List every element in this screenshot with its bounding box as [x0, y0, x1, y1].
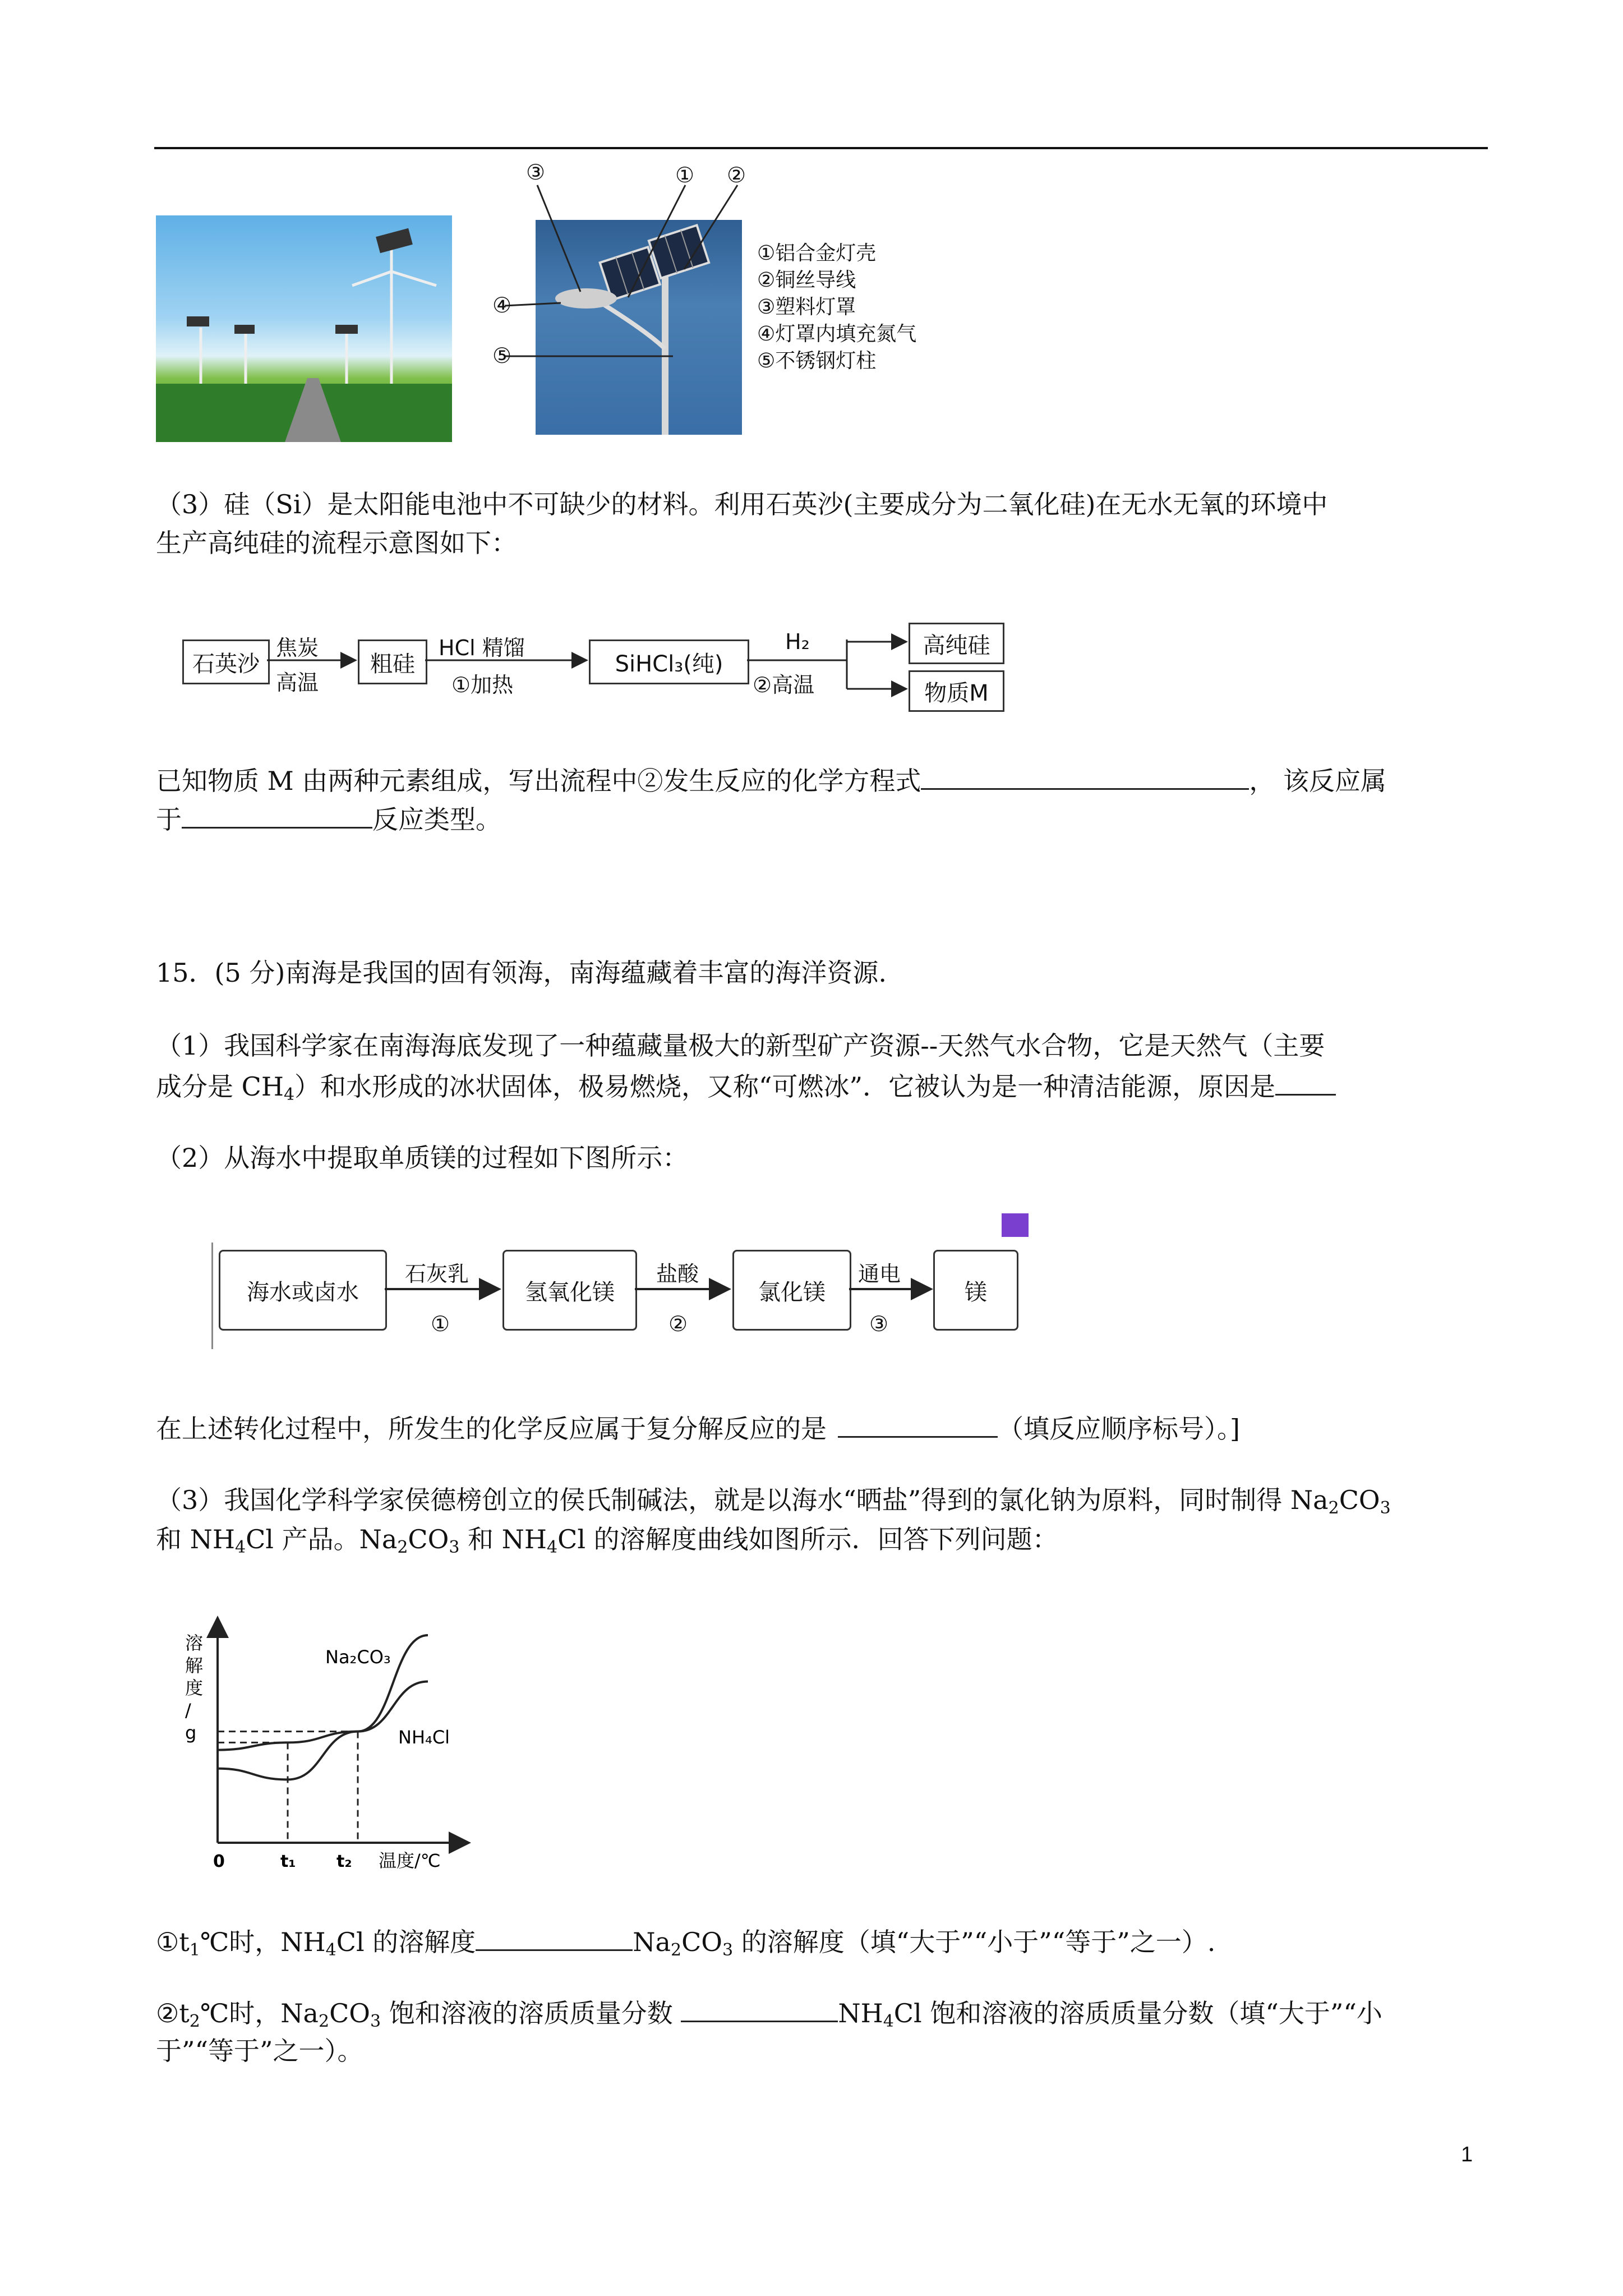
q15-p2-question: 在上述转化过程中，所发生的化学反应属于复分解反应的是 （填反应顺序标号）。] [156, 1408, 1240, 1448]
flow-box-sihcl3: SiHCl₃(纯) [589, 639, 749, 684]
legend-item: ②铜丝导线 [757, 269, 856, 292]
y-axis-label-char: 溶 [185, 1632, 204, 1654]
t1-compare-blank[interactable] [476, 1921, 633, 1951]
y-axis-label-char: g [185, 1722, 197, 1743]
q14-3-question-line1: 已知物质 M 由两种元素组成，写出流程中②发生反应的化学方程式 ， 该反应属 [156, 760, 1386, 800]
x-tick-0: 0 [213, 1852, 225, 1871]
y-axis-label-char: / [185, 1700, 191, 1721]
flow-box-mgcl2: 氯化镁 [732, 1250, 851, 1331]
flow-label-hcl: HCl 精馏 [439, 636, 525, 660]
flow-box-crude-si: 粗硅 [358, 639, 427, 684]
flow-box-mg: 镁 [933, 1250, 1018, 1331]
flow-label-heat: ①加热 [451, 673, 514, 697]
reaction-type-blank[interactable] [182, 799, 372, 829]
series-group [218, 1635, 428, 1779]
callout-1: ① [675, 163, 695, 187]
flow-box-mgoh2: 氢氧化镁 [502, 1250, 637, 1331]
flow-box-seawater: 海水或卤水 [219, 1250, 387, 1331]
legend-item: ③塑料灯罩 [757, 296, 856, 319]
flow-label-h2: H₂ [785, 629, 810, 654]
series-line-0 [218, 1635, 428, 1779]
street-lamp-photo [156, 215, 452, 442]
x-axis-label: 温度/℃ [379, 1850, 441, 1871]
legend-item: ①铝合金灯壳 [757, 242, 877, 265]
flow-box-substance-m: 物质M [909, 670, 1004, 712]
y-axis-label [185, 1632, 203, 1743]
flow-box-pure-si: 高纯硅 [909, 623, 1004, 664]
series-line-1 [218, 1682, 428, 1750]
q15-p3-q2-line2: 于”“等于”之一）。 [156, 2036, 363, 2066]
t2-compare-blank[interactable] [681, 1993, 838, 2022]
page-number: 1 [1461, 2143, 1473, 2166]
solubility-chart [168, 1616, 482, 1874]
series-label-nh4cl: NH₄Cl [398, 1727, 450, 1748]
q15-title: 15．(5 分)南海是我国的固有领海，南海蕴藏着丰富的海洋资源. [156, 958, 887, 988]
series-label-na2co3: Na₂CO₃ [325, 1646, 391, 1668]
q14-3-intro-line1: （3）硅（Si）是太阳能电池中不可缺少的材料。利用石英沙(主要成分为二氧化硅)在无水无氧的环境中 [156, 489, 1328, 519]
flow-label-hightemp: 高温 [276, 670, 319, 695]
q15-p3-q2: $②t_2℃$时，$Na_2CO_3$ 饱和溶液的溶质质量分数 $NH_4Cl$ 饱和溶液的溶质质量分数（填“大于”“小 [156, 1993, 1382, 2041]
q14-3-intro-line2: 生产高纯硅的流程示意图如下： [156, 528, 517, 558]
mg-flow-arrows [381, 1268, 942, 1313]
callout-4: ④ [492, 293, 512, 318]
lamp-callout-lines [482, 157, 763, 393]
y-axis-label-char: 解 [185, 1655, 204, 1676]
si-flow-arrows [264, 617, 914, 718]
q15-p1-line2: 成分是 $CH_4$）和水形成的冰状固体，极易燃烧，又称“可燃冰”．它被认为是一种清洁能源，原因是 [156, 1066, 1336, 1114]
callout-5: ⑤ [492, 343, 512, 368]
double-decomposition-blank[interactable] [838, 1408, 998, 1438]
flow-label-step2: ② [668, 1312, 688, 1336]
legend-item: ④灯罩内填充氮气 [757, 323, 917, 346]
clean-energy-blank[interactable] [1275, 1066, 1336, 1096]
header-rule [154, 147, 1488, 149]
flow-label-hcl-acid: 盐酸 [656, 1262, 699, 1286]
q14-3-question-line2: 于 反应类型。 [156, 799, 501, 839]
y-axis-label-char: 度 [185, 1677, 204, 1699]
q15-p1-line1: （1）我国科学家在南海海底发现了一种蕴藏量极大的新型矿产资源--天然气水合物，它是天然气（主要 [156, 1030, 1325, 1061]
flow-label-coke: 焦炭 [276, 636, 319, 660]
purple-marker [1002, 1213, 1029, 1237]
flow-label-hightemp2: ②高温 [753, 673, 815, 697]
q15-p2: （2）从海水中提取单质镁的过程如下图所示： [156, 1143, 689, 1173]
legend-item: ⑤不锈钢灯柱 [757, 349, 877, 372]
flow-label-step3: ③ [869, 1312, 889, 1336]
flow-left-rule [211, 1243, 213, 1349]
flow-box-quartz: 石英沙 [182, 639, 270, 684]
q15-p3-q1: $①t_1℃$时，$NH_4Cl$ 的溶解度 $Na_2CO_3$ 的溶解度（填“大于”“小于”“等于”之一）. [156, 1921, 1215, 1970]
lamp-legend [757, 240, 916, 375]
x-tick-t1: t₁ [280, 1852, 296, 1871]
flow-label-limewater: 石灰乳 [405, 1262, 469, 1286]
callout-3: ③ [526, 160, 546, 185]
x-tick-t2: t₂ [336, 1852, 352, 1871]
flow-label-electric: 通电 [858, 1262, 901, 1286]
callout-2: ② [727, 163, 746, 187]
q15-p3-line1: （3）我国化学科学家侯德榜创立的侯氏制碱法，就是以海水“晒盐”得到的氯化钠为原料，同时制得 $Na_2CO_3$ [156, 1485, 1391, 1518]
flow-label-step1: ① [431, 1312, 450, 1336]
q15-p3-line2: 和 $NH_4Cl$ 产品。$Na_2CO_3$ 和 $NH_4Cl$ 的溶解度曲线如图所示．回答下列问题： [156, 1524, 1058, 1557]
equation-blank[interactable] [921, 760, 1249, 790]
